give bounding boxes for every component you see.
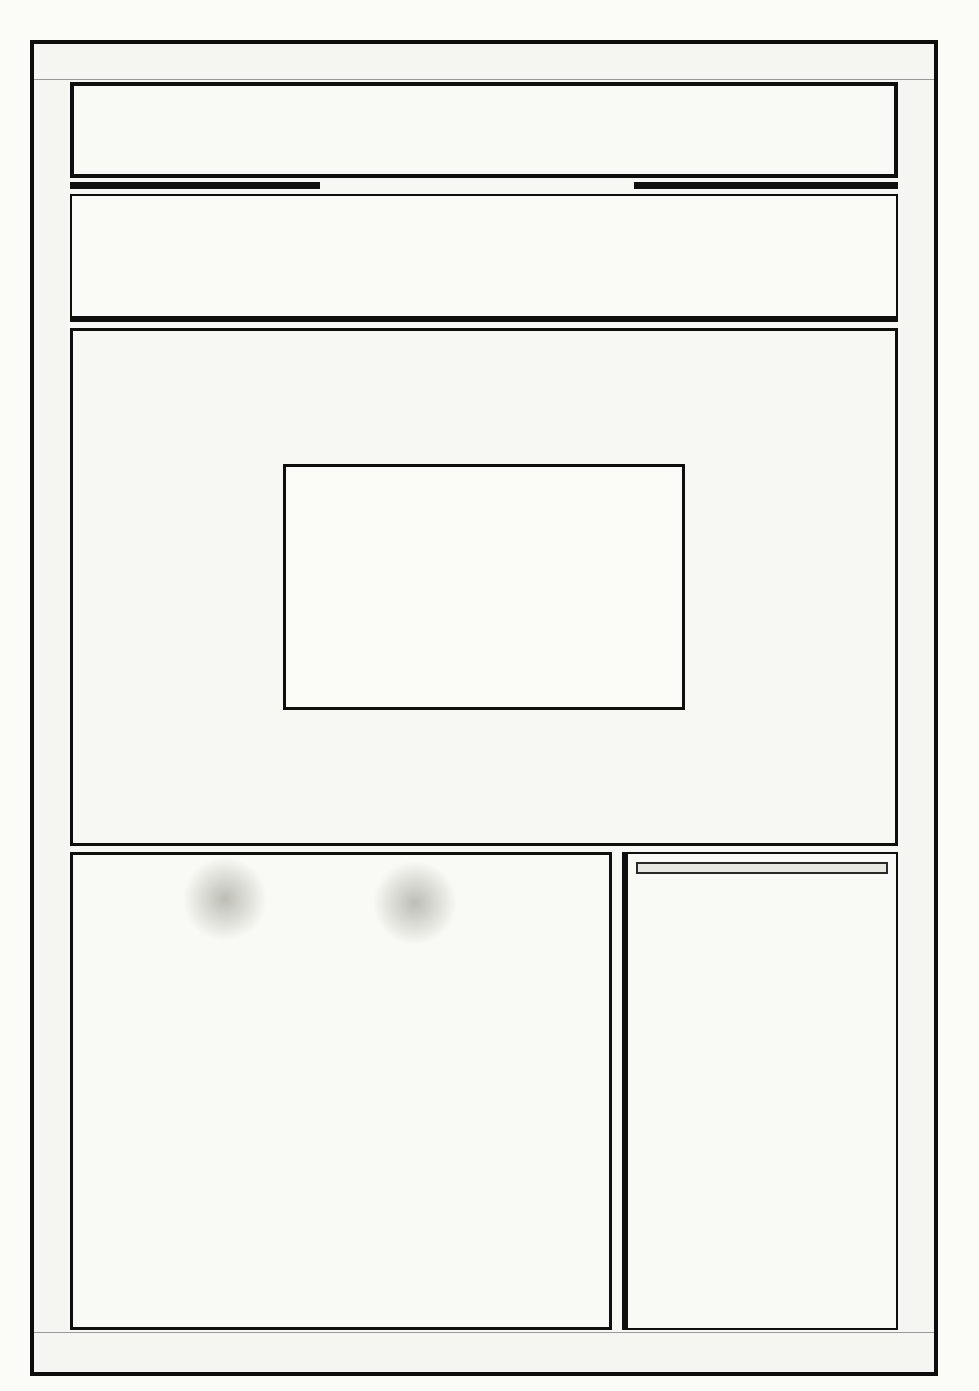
divider-bar-left bbox=[70, 182, 320, 189]
forecast-table bbox=[70, 194, 898, 322]
slogan-columns bbox=[286, 487, 682, 708]
insider-banner bbox=[642, 866, 882, 869]
content-area bbox=[68, 80, 900, 1332]
insider-section bbox=[622, 852, 898, 1330]
joke-section bbox=[70, 852, 612, 1330]
right-border-strip bbox=[900, 80, 934, 1332]
headline-banner bbox=[70, 82, 898, 178]
bottom-border-strip bbox=[34, 1332, 934, 1372]
ink-burst-decoration bbox=[183, 857, 267, 941]
slogan-box bbox=[283, 464, 685, 711]
page-frame bbox=[30, 40, 938, 1376]
divider-bar-right bbox=[634, 182, 898, 189]
ink-burst-decoration bbox=[373, 861, 457, 945]
picture-grid bbox=[79, 337, 889, 837]
top-border-strip bbox=[34, 44, 934, 80]
picture-grid-box bbox=[70, 328, 898, 846]
left-border-strip bbox=[34, 80, 68, 1332]
insider-banner-frame bbox=[636, 862, 888, 874]
